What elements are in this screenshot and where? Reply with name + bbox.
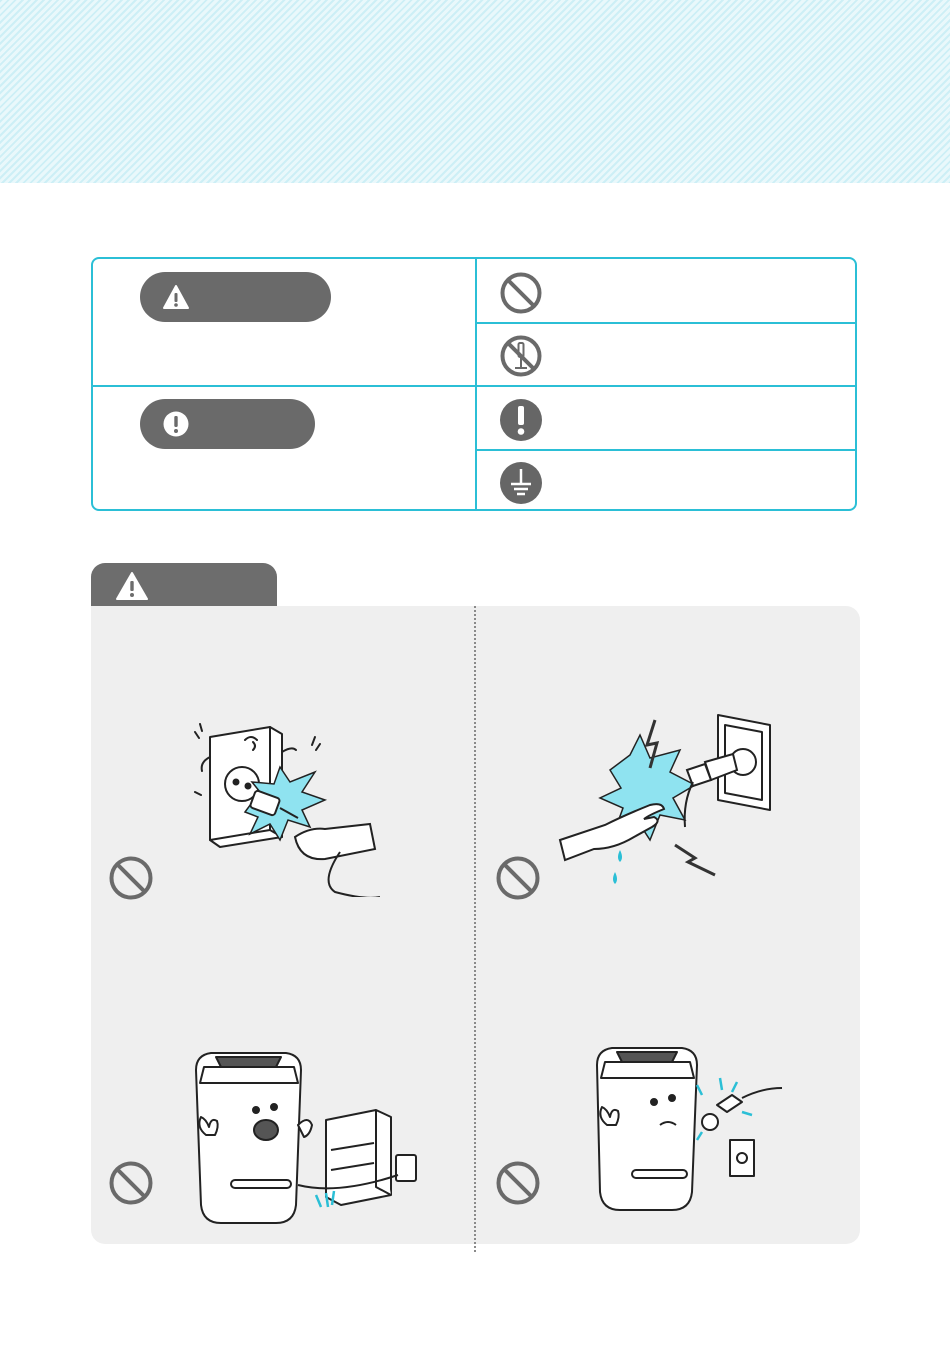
prohibition-icon: [495, 1160, 541, 1206]
ground-icon: [499, 461, 543, 505]
legend-divider-vertical: [475, 259, 477, 509]
legend-divider-middle: [93, 385, 855, 387]
prohibition-icon: [108, 855, 154, 901]
warning-badge: [140, 272, 331, 322]
wet-hand-illustration: [555, 710, 780, 890]
exclamation-circle-icon: [162, 410, 190, 438]
damaged-plug-illustration: [190, 712, 390, 897]
legend-divider-row2: [477, 449, 857, 451]
prohibition-icon: [108, 1160, 154, 1206]
legend-divider-row1: [477, 322, 857, 324]
header-band: [0, 0, 950, 183]
purifier-and-heater-illustration: [186, 1045, 426, 1230]
do-not-disassemble-icon: [499, 334, 543, 378]
prohibition-icon: [499, 271, 543, 315]
prohibition-icon: [495, 855, 541, 901]
warning-triangle-icon: [115, 571, 149, 601]
symbol-legend-table: [91, 257, 857, 511]
mandatory-icon: [499, 398, 543, 442]
warning-triangle-icon: [162, 284, 190, 310]
caution-badge: [140, 399, 315, 449]
panel-divider: [474, 606, 476, 1252]
purifier-damaged-cord-illustration: [592, 1040, 802, 1220]
